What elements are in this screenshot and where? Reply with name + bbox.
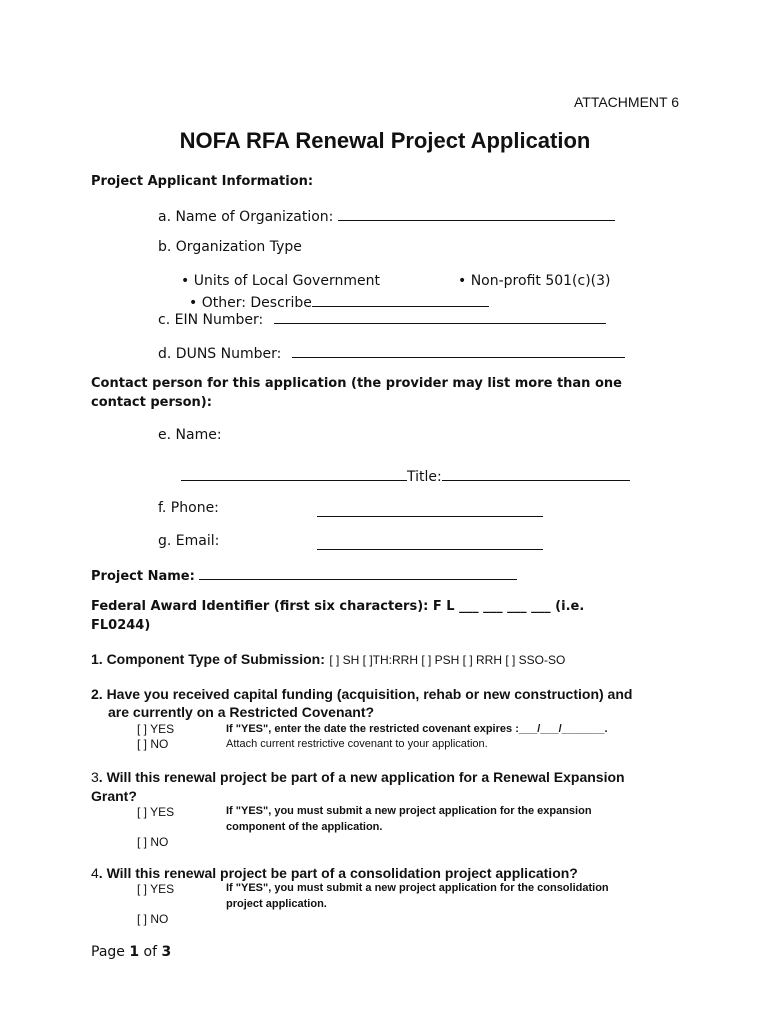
- q1-label: 1. Component Type of Submission:: [91, 651, 325, 667]
- option-nonprofit[interactable]: • Non-profit 501(c)(3): [458, 273, 611, 289]
- contact-name-title-row: [181, 466, 630, 485]
- federal-award-line1: Federal Award Identifier (first six characters): F L ___ ___ ___ ___ (i.e.: [91, 599, 585, 614]
- phone-label: f. Phone:: [158, 500, 219, 516]
- q1-row: [91, 651, 565, 669]
- option-other[interactable]: • Other: Describe: [189, 295, 312, 311]
- q4-line1: [91, 865, 578, 881]
- federal-award-line2: FL0244): [91, 618, 151, 633]
- q2-no-checkbox[interactable]: [ ] NO: [137, 737, 169, 751]
- q4-note-line2: project application.: [226, 898, 327, 910]
- org-name-row: [158, 206, 615, 225]
- org-name-field[interactable]: [338, 206, 615, 221]
- option-local-government[interactable]: • Units of Local Government: [181, 273, 380, 289]
- other-describe-field[interactable]: [312, 292, 489, 307]
- org-type-label: b. Organization Type: [158, 239, 302, 255]
- email-label: g. Email:: [158, 533, 220, 549]
- q3-line1: [91, 769, 625, 785]
- q3-text: . Will this renewal project be part of a new application for a Renewal Expansion: [98, 769, 625, 785]
- q4-number: 4: [91, 865, 99, 881]
- q4-note-line1: If "YES", you must submit a new project application for the consolidation: [226, 882, 609, 894]
- q2-line2: are currently on a Restricted Covenant?: [108, 704, 375, 720]
- contact-heading-line2: contact person):: [91, 395, 212, 410]
- email-field[interactable]: [317, 535, 543, 550]
- contact-heading-line1: Contact person for this application (the provider may list more than one: [91, 376, 622, 391]
- ein-label: c. EIN Number:: [158, 312, 264, 328]
- project-name-label: Project Name:: [91, 569, 195, 584]
- total-pages: 3: [161, 944, 172, 960]
- contact-name-label: e. Name:: [158, 427, 222, 443]
- title-label: Title:: [407, 469, 442, 485]
- q3-line2: Grant?: [91, 788, 137, 804]
- applicant-heading: Project Applicant Information:: [91, 174, 314, 189]
- ein-field[interactable]: [274, 309, 606, 324]
- duns-label: d. DUNS Number:: [158, 346, 282, 362]
- q4-yes-checkbox[interactable]: [ ] YES: [137, 882, 175, 896]
- duns-row: [158, 343, 625, 362]
- q4-no-checkbox[interactable]: [ ] NO: [137, 912, 169, 926]
- of-word: of: [139, 944, 162, 960]
- ein-row: [158, 309, 606, 328]
- q2-yes-checkbox[interactable]: [ ] YES: [137, 722, 175, 736]
- phone-field[interactable]: [317, 502, 543, 517]
- page-footer: [91, 944, 171, 960]
- title-field[interactable]: [442, 466, 630, 481]
- q3-note-line1: If "YES", you must submit a new project application for the expansion: [226, 805, 592, 817]
- project-name-row: [91, 567, 517, 584]
- q3-number: 3: [91, 769, 99, 785]
- org-name-label: a. Name of Organization:: [158, 209, 334, 225]
- current-page: 1: [129, 944, 140, 960]
- q1-options[interactable]: [ ] SH [ ]TH:RRH [ ] PSH [ ] RRH [ ] SSO-SO: [329, 653, 566, 667]
- contact-name-field[interactable]: [181, 466, 407, 481]
- attachment-label: ATTACHMENT 6: [573, 94, 679, 110]
- project-name-field[interactable]: [199, 567, 517, 580]
- q3-no-checkbox[interactable]: [ ] NO: [137, 835, 169, 849]
- q3-yes-checkbox[interactable]: [ ] YES: [137, 805, 175, 819]
- page-word: Page: [91, 944, 130, 960]
- q3-note-line2: component of the application.: [226, 821, 383, 833]
- q2-line1: 2. Have you received capital funding (acquisition, rehab or new construction) and: [91, 686, 633, 702]
- q2-yes-note: If "YES", enter the date the restricted covenant expires :___/___/_______.: [226, 723, 608, 735]
- document-title: NOFA RFA Renewal Project Application: [179, 128, 591, 153]
- q2-no-note: Attach current restrictive covenant to your application.: [226, 738, 488, 750]
- q4-text: . Will this renewal project be part of a consolidation project application?: [98, 865, 578, 881]
- duns-field[interactable]: [292, 343, 625, 358]
